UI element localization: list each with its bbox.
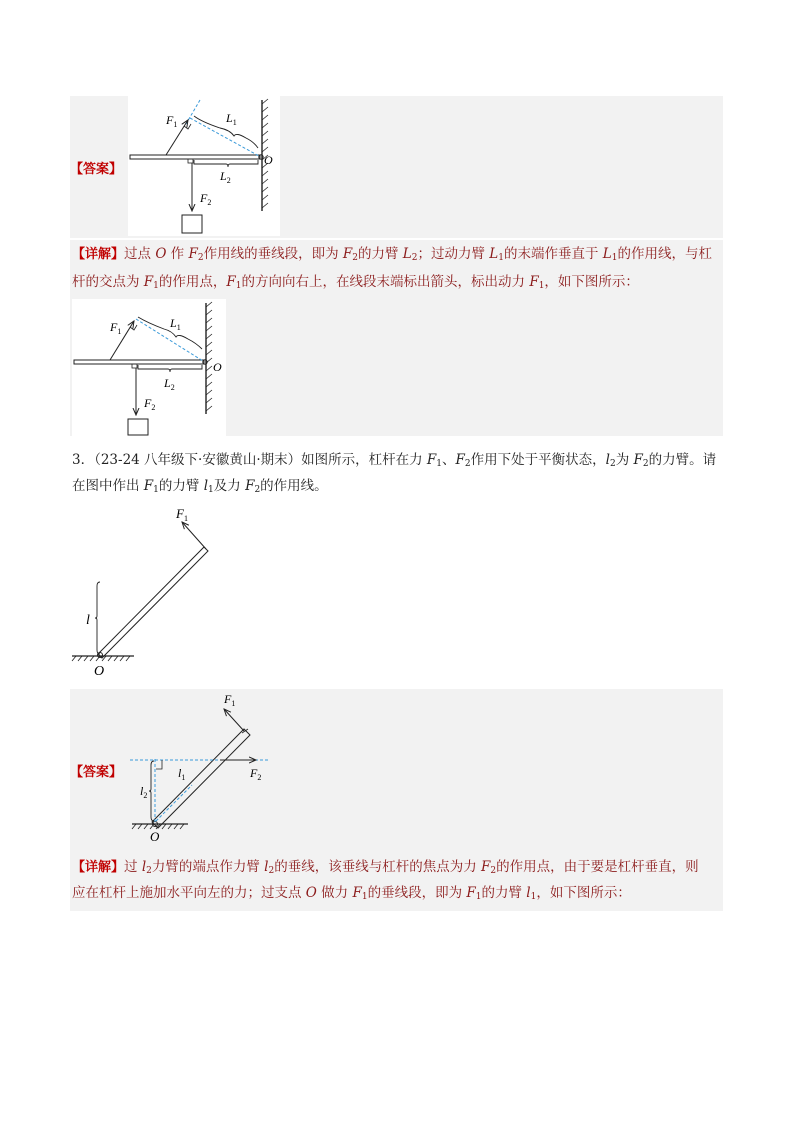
text-run: F <box>342 246 353 262</box>
question-3-line-2 <box>72 476 328 500</box>
text-run: 做力 <box>316 885 353 901</box>
text-run: F <box>455 452 465 468</box>
answer-tag-q3: 【答案】 <box>70 765 123 780</box>
text-run: 及力 <box>213 478 246 494</box>
text-run: 在图中作出 <box>72 478 144 494</box>
text-run: 2 <box>609 459 616 469</box>
text-run: 2 <box>642 459 649 469</box>
text-run: 1 <box>235 281 242 291</box>
text-run: 1 <box>530 892 537 902</box>
text-run: 杆的交点为 <box>72 274 144 290</box>
text-run: 2 <box>411 253 418 263</box>
text-run: O <box>155 246 167 262</box>
text-run: F <box>226 274 236 290</box>
label-O: O <box>94 664 105 679</box>
label-O: O <box>213 360 222 374</box>
text-run: 的末端作垂直于 <box>504 246 603 262</box>
detail-figure-q2 <box>72 299 226 436</box>
text-run: 过 <box>124 859 142 875</box>
text-run: 过点 <box>124 246 156 262</box>
text-run: 的作用点，由于要是杠杆垂直，则 <box>496 859 699 875</box>
text-run: L <box>489 246 499 262</box>
text-run: ；过动力臂 <box>417 246 490 262</box>
text-run: 3．（23-24 八年级下·安徽黄山·期末）如图所示，杠杆在力 <box>72 452 427 468</box>
detail-tag-q2: 【详解】 <box>72 247 125 262</box>
text-run: 、 <box>442 452 456 468</box>
detail-line-q2-1 <box>72 244 712 268</box>
text-run: L <box>602 246 612 262</box>
text-run: F <box>529 274 539 290</box>
text-run: F <box>188 246 198 262</box>
text-run: F <box>352 885 362 901</box>
label-L2: $L_2$ <box>220 169 231 185</box>
text-run: F <box>143 478 154 494</box>
text-run: F <box>245 478 255 494</box>
text-run: 1 <box>436 459 443 469</box>
text-run: 为 <box>615 452 634 468</box>
answer-figure-q2 <box>128 96 280 236</box>
text-run: l <box>526 885 531 901</box>
text-run: l <box>605 452 610 468</box>
text-run: 2 <box>464 459 471 469</box>
text-run: 作用线的垂线段，即为 <box>203 246 343 262</box>
text-run: 的力臂 <box>158 478 204 494</box>
label-F1: $F_1$ <box>176 506 188 523</box>
text-run: 1 <box>538 281 545 291</box>
text-run: 的作用线，与杠 <box>617 246 712 262</box>
label-F1: $F_1$ <box>110 320 122 336</box>
text-run: 2 <box>490 866 497 876</box>
answer-tag-q2: 【答案】 <box>70 162 123 177</box>
text-run: 1 <box>498 253 504 263</box>
text-run: 的作用线。 <box>260 478 328 494</box>
question-3-figure <box>70 500 230 680</box>
text-run: 的力臂。请 <box>648 452 717 468</box>
text-run: 1 <box>208 485 214 495</box>
text-run: 的作用点， <box>158 274 227 290</box>
question-3-line-1 <box>72 450 716 474</box>
answer-figure-q3 <box>128 689 278 849</box>
label-L1: $L_1$ <box>226 111 237 127</box>
text-run: ，如下图所示： <box>536 885 631 901</box>
text-run: 2 <box>268 866 275 876</box>
text-run: 2 <box>254 485 261 495</box>
label-F1: $F_1$ <box>166 113 178 129</box>
text-run: 2 <box>146 866 152 876</box>
text-run: L <box>402 246 412 262</box>
label-l: l <box>86 613 90 628</box>
text-run: 力臂的端点作力臂 <box>151 859 265 875</box>
text-run: F <box>481 859 491 875</box>
label-l1: $l_1$ <box>178 766 186 782</box>
detail-line-q3-2 <box>72 883 631 907</box>
label-O: O <box>264 153 273 167</box>
detail-tag-q3: 【详解】 <box>72 860 125 875</box>
text-run: 的力臂 <box>481 885 527 901</box>
text-run: 作用下处于平衡状态， <box>470 452 606 468</box>
label-L1: $L_1$ <box>170 316 181 332</box>
text-run: 的力臂 <box>358 246 403 262</box>
text-run: 的垂线段，即为 <box>367 885 467 901</box>
label-F2: $F_2$ <box>144 396 156 412</box>
text-run: 1 <box>611 253 618 263</box>
text-run: F <box>143 274 154 290</box>
text-run: 1 <box>153 485 159 495</box>
label-F2: $F_2$ <box>200 191 212 207</box>
detail-line-q2-2 <box>72 272 639 296</box>
text-run: 1 <box>153 281 159 291</box>
text-run: F <box>426 452 437 468</box>
label-O: O <box>150 829 160 844</box>
text-run: 应在杠杆上施加水平向左的力；过支点 <box>72 885 306 901</box>
text-run: 2 <box>352 253 358 263</box>
label-F1: $F_1$ <box>224 692 236 708</box>
text-run: F <box>466 885 476 901</box>
text-run: 的垂线，该垂线与杠杆的焦点为力 <box>274 859 482 875</box>
text-run: F <box>633 452 643 468</box>
text-run: 1 <box>475 892 482 902</box>
text-run: l <box>203 478 209 494</box>
text-run: l <box>141 859 147 875</box>
text-run: l <box>264 859 269 875</box>
text-run: ，如下图所示： <box>544 274 639 290</box>
text-run: 作 <box>166 246 189 262</box>
label-l2: $l_2$ <box>140 784 148 800</box>
text-run: 1 <box>361 892 368 902</box>
text-run: O <box>305 885 317 901</box>
label-L2: $L_2$ <box>164 376 175 392</box>
text-run: 2 <box>197 253 204 263</box>
text-run: 的方向向右上，在线段末端标出箭头，标出动力 <box>241 274 530 290</box>
detail-line-q3-1 <box>72 857 699 881</box>
label-F2: $F_2$ <box>250 766 262 782</box>
